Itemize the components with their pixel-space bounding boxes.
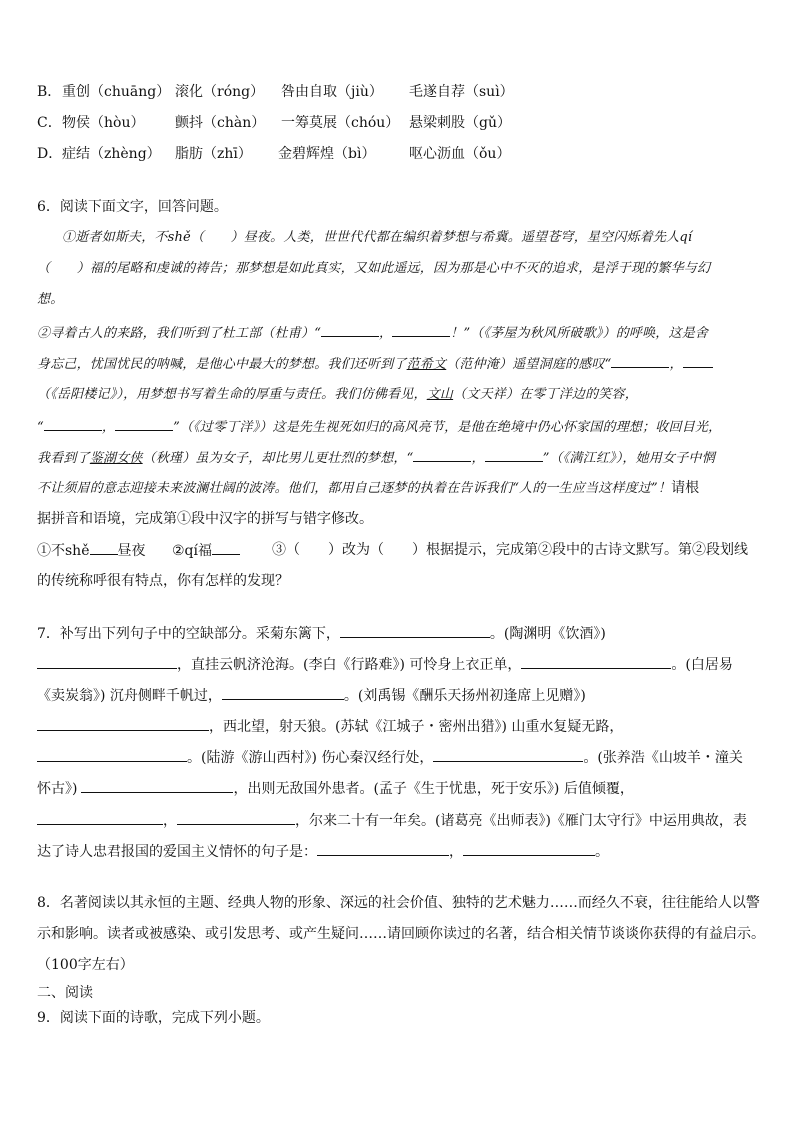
option-item: 呕心沥血（ǒu）	[409, 146, 511, 162]
question-7-line	[37, 810, 747, 831]
option-item: 咎由自取（jiù）	[281, 84, 383, 100]
text-segment: ，尔来二十有一年矣。(诸葛亮《出师表》)《雁门太守行》中运用典故，表	[295, 813, 747, 829]
question-7-line	[37, 716, 623, 737]
option-item: 悬梁刺股（gǔ）	[409, 115, 511, 131]
answer-blank[interactable]	[115, 416, 173, 431]
section-heading: 二、阅读	[37, 985, 93, 1001]
option-item: 金碧辉煌（bì）	[278, 146, 376, 162]
text-segment: ②qí福	[172, 543, 212, 559]
text-segment: 怀古》)	[37, 781, 78, 797]
answer-blank[interactable]	[317, 841, 449, 856]
q6-paragraph-1-line: （ ）福的尾略和虔诚的祷告；那梦想是如此真实，又如此遥远，因为那是心中不灭的追求，是浮于现的繁华与幻	[37, 261, 711, 276]
answer-blank[interactable]	[321, 322, 379, 337]
answer-blank[interactable]	[222, 685, 344, 700]
q6-instruction-line: 据拼音和语境，完成第①段中汉字的拼写与错字修改。	[37, 511, 373, 527]
option-item: 毛遂自荐（suì）	[409, 84, 514, 100]
text-segment: （秋瑾）虽为女子，却比男儿更壮烈的梦想，“	[142, 451, 414, 466]
answer-blank[interactable]	[392, 322, 450, 337]
q6-paragraph-2-line	[37, 322, 708, 344]
text-segment: 身忘己，忧国忧民的呐喊，是他心中最大的梦想。我们还听到了	[37, 357, 407, 372]
q6-paragraph-1-line: ①逝者如斯夫，不shě（ ）昼夜。人类，世世代代都在编织着梦想与希冀。遥望苍穹，星空闪烁着先人qí	[62, 230, 693, 245]
answer-blank[interactable]	[37, 747, 187, 762]
text-segment: ①不shě	[37, 543, 90, 559]
text-segment: ，	[163, 813, 177, 829]
option-label: C．	[37, 115, 62, 131]
text-segment: 我看到了	[37, 451, 90, 466]
q6-subquestion-item: ③（ ）改为（ ）根据提示，完成第②段中的古诗文默写。第②段划线	[272, 542, 748, 558]
text-segment: 7．补写出下列句子中的空缺部分。采菊东篱下，	[37, 626, 340, 642]
option-item: 一筹莫展（chóu）	[281, 115, 400, 131]
question-7-line	[37, 778, 634, 799]
option-item: 症结（zhèng）	[62, 146, 161, 162]
answer-blank[interactable]	[177, 810, 295, 825]
answer-blank[interactable]	[485, 447, 543, 462]
answer-blank[interactable]	[340, 623, 490, 638]
answer-blank[interactable]	[37, 654, 177, 669]
question-6-title: 6．阅读下面文字，回答问题。	[37, 199, 228, 215]
text-segment: ，	[101, 420, 116, 435]
q6-paragraph-1-line: 想。	[37, 292, 64, 307]
q6-subquestion-line: 的传统称呼很有特点，你有怎样的发现？	[37, 573, 289, 589]
q6-paragraph-2-line	[37, 447, 715, 469]
text-segment: ，	[669, 357, 683, 372]
answer-blank[interactable]	[521, 654, 671, 669]
text-segment: 。	[595, 844, 609, 860]
question-8-line: （100字左右）	[37, 957, 134, 973]
question-7-line	[37, 685, 586, 706]
question-8-line: 8．名著阅读以其永恒的主题、经典人物的形象、深远的社会价值、独特的艺术魅力……而经久不衰，往往能给人以警	[37, 895, 760, 911]
text-segment: ”（《满江红》），她用女子中惘	[542, 451, 715, 466]
underlined-name: 鉴湖女侠	[89, 451, 143, 466]
text-segment: 不让须眉的意志迎接未来波澜壮阔的波涛。他们，都用自己逐梦的执着在告诉我们“人的一生应当这样度过”！	[37, 481, 672, 496]
question-7-line	[37, 747, 743, 768]
text-segment: 达了诗人忠君报国的爱国主义情怀的句子是：	[37, 844, 317, 860]
answer-blank[interactable]	[433, 747, 583, 762]
text-segment: （文天祥）在零丁洋边的笑容，	[453, 387, 638, 402]
answer-blank[interactable]	[37, 810, 163, 825]
text-segment: ②寻着古人的来路，我们听到了杜工部（杜甫）“	[37, 326, 322, 341]
text-segment: “	[37, 420, 44, 435]
answer-blank[interactable]	[44, 416, 102, 431]
text-segment: ，西北望，射天狼。(苏轼《江城子・密州出猎》) 山重水复疑无路，	[209, 719, 624, 735]
text-segment: 。(刘禹锡《酬乐天扬州初逢席上见赠》)	[343, 688, 586, 704]
text-segment: 。(陶渊明《饮酒》)	[489, 626, 606, 642]
text-segment: ！”（《茅屋为秋风所破歌》）的呼唤，这是舍	[450, 326, 709, 341]
text-segment: ，直挂云帆济沧海。(李白《行路难》) 可怜身上衣正单，	[177, 657, 522, 673]
option-label: B．	[37, 84, 62, 100]
question-7-line	[37, 841, 609, 862]
text-segment: 。(张养浩《山坡羊・潼关	[583, 750, 743, 766]
answer-blank[interactable]	[463, 841, 595, 856]
underlined-name: 文山	[426, 387, 454, 402]
question-7-line	[37, 654, 733, 675]
question-9-title: 9．阅读下面的诗歌，完成下列小题。	[37, 1010, 270, 1026]
answer-blank[interactable]	[683, 353, 713, 368]
q6-paragraph-2-line	[37, 385, 638, 405]
text-segment: 。(陆游《游山西村》) 伤心秦汉经行处，	[187, 750, 434, 766]
answer-blank[interactable]	[90, 540, 118, 555]
q6-paragraph-2-line	[37, 416, 721, 438]
q6-subquestion-line	[37, 540, 146, 561]
q6-subquestion-item	[172, 540, 240, 561]
text-segment: ”（《过零丁洋》）这是先生视死如归的高风亮节，是他在绝境中仍心怀家国的理想；收回目光，	[173, 420, 722, 435]
answer-blank[interactable]	[37, 716, 209, 731]
text-segment: ，	[379, 326, 393, 341]
underlined-name: 范希文	[406, 357, 447, 372]
option-item: 滚化（róng）	[175, 84, 265, 100]
question-8-line: 示和影响。读者或被感染、或引发思考、或产生疑问……请回顾你读过的名著，结合相关情节谈谈你获得的有益启示。	[37, 926, 765, 942]
text-segment: 昼夜	[117, 543, 146, 559]
text-segment: ，	[471, 451, 485, 466]
text-segment: 。(白居易	[671, 657, 733, 673]
text-segment: 《卖炭翁》) 沉舟侧畔千帆过，	[37, 688, 222, 704]
option-item: 颤抖（chàn）	[175, 115, 266, 131]
answer-blank[interactable]	[81, 778, 233, 793]
question-7-line	[37, 623, 606, 644]
q6-paragraph-2-line	[37, 353, 713, 375]
text-segment: （范仲淹）遥望洞庭的感叹“	[446, 357, 612, 372]
answer-blank[interactable]	[413, 447, 471, 462]
text-segment: ，	[449, 844, 463, 860]
option-label: D．	[37, 146, 63, 162]
answer-blank[interactable]	[611, 353, 669, 368]
q6-paragraph-2-line	[37, 478, 699, 499]
text-segment: 请根	[671, 480, 700, 496]
text-segment: （《岳阳楼记》），用梦想书写着生命的厚重与责任。我们仿佛看见，	[37, 387, 427, 402]
option-item: 物侯（hòu）	[62, 115, 145, 131]
option-item: 脂肪（zhī）	[175, 146, 252, 162]
answer-blank[interactable]	[212, 540, 240, 555]
option-item: 重创（chuāng）	[62, 84, 171, 100]
text-segment: ，出则无敌国外患者。(孟子《生于忧患，死于安乐》) 后值倾覆，	[233, 781, 634, 797]
